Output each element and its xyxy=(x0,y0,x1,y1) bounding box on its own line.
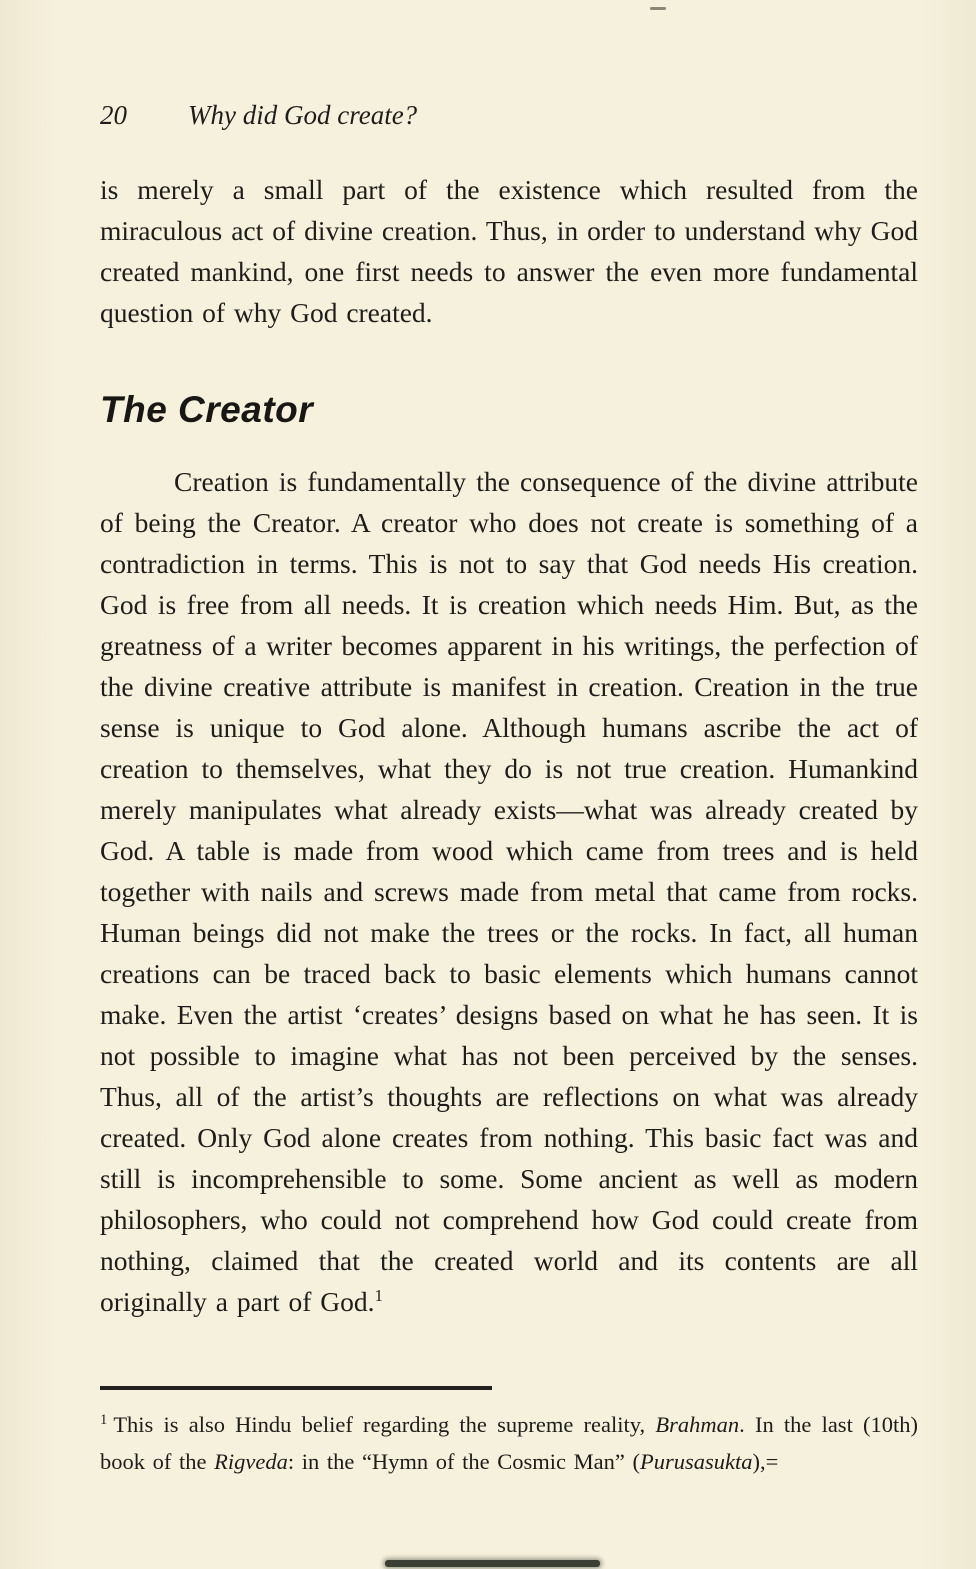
footnote-marker: 1 xyxy=(100,1411,108,1428)
footnote-block xyxy=(100,1386,918,1480)
scan-artifact-bottom xyxy=(385,1560,600,1567)
footnote-segment-italic: Brahman xyxy=(655,1412,740,1437)
footnote-segment-italic: Rigveda xyxy=(214,1449,288,1474)
footnote-segment: This is also Hindu belief regarding the supreme reality, xyxy=(113,1412,656,1437)
body-paragraph xyxy=(100,461,918,1322)
running-head-title: Why did God create? xyxy=(188,100,418,130)
footnote-separator-rule xyxy=(100,1386,492,1390)
intro-paragraph: is merely a small part of the existence which resulted from the miraculous act of divine creation. Thus, in order to understand why God created mankind, one first needs to answer the even more fundamental question of why God created. xyxy=(100,174,918,328)
footnote-reference-superscript: 1 xyxy=(374,1285,384,1305)
section-heading: The Creator xyxy=(100,389,314,430)
footnote-segment: . In the last (10th) book of the xyxy=(100,1412,919,1474)
footnote-text xyxy=(100,1406,918,1480)
running-header xyxy=(100,100,918,131)
scan-artifact-top xyxy=(650,7,666,10)
footnote-segment: : in the “Hymn of the Cosmic Man” ( xyxy=(287,1449,641,1474)
page-number: 20 xyxy=(100,100,127,130)
body-paragraph-text: Creation is fundamentally the consequence of the divine attribute of being the Creator. A creator who does not create is something of a contradiction in terms. This is not to say that God needs His creation. God is free from all needs. It is creation which needs Him. But, as the greatness of a writer becomes apparent in his writings, the perfection of the divine creative attribute is manifest in creation. Creation in the true sense is unique to God alone. Although humans ascribe the act of creation to themselves, what they do is not true creation. Humankind merely manipulates what already exists—what was already created by God. A table is made from wood which came from trees and is held together with nails and screws made from metal that came from rocks. Human beings did not make the trees or the rocks. In fact, all human creations can be traced back to basic elements which humans cannot make. Even the artist ‘creates’ designs based on what he has seen. It is not possible to imagine what has not been perceived by the senses. Thus, all of the artist’s thoughts are reflections on what was already created. Only God alone creates from nothing. This basic fact was and still is incomprehensible to some. Some ancient as well as modern philosophers, who could not comprehend how God could create from nothing, claimed that the created world and its contents are all originally a part of God. xyxy=(100,466,918,1317)
footnote-segment-italic: Purusasukta xyxy=(640,1449,753,1474)
footnote-segment: ),= xyxy=(752,1449,779,1474)
